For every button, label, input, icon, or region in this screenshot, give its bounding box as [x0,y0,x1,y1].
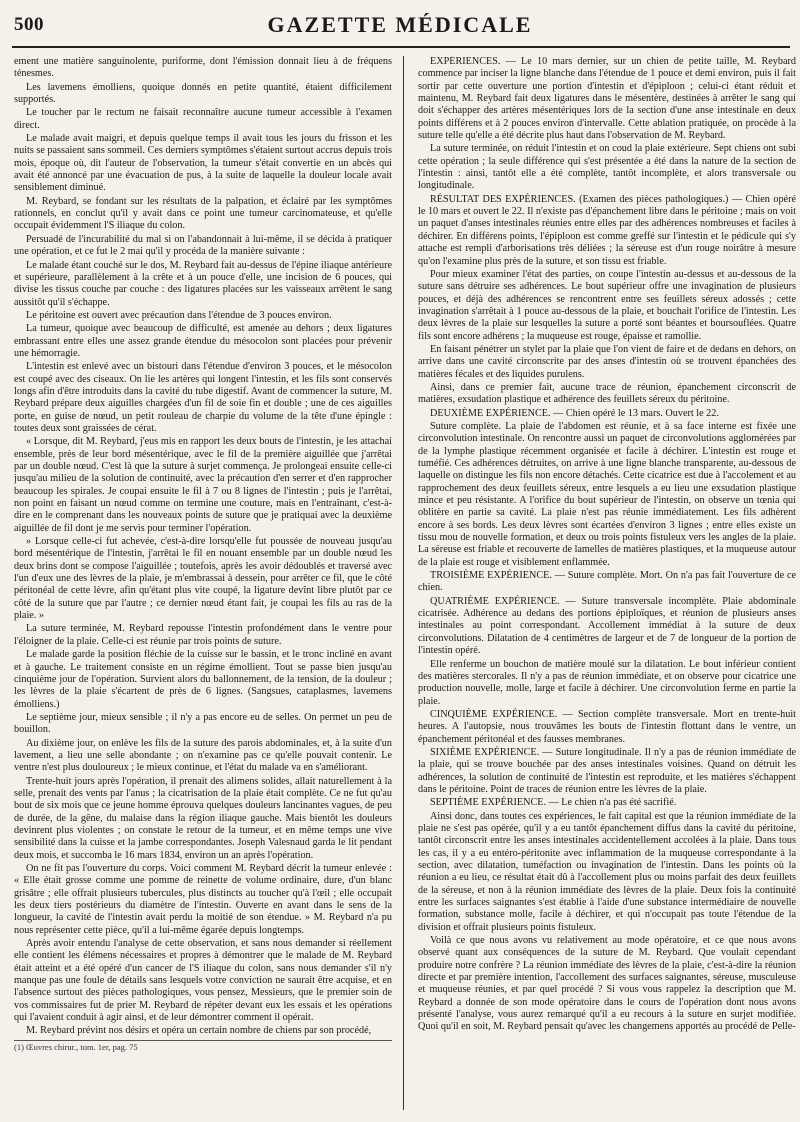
paragraph: Le malade étant couché sur le dos, M. Reybard fait au-dessus de l'épine iliaque antérieure et supérieure, parallèlement à la crête et à un pouce d'elle, une incision de 6 pouces, qui divise les tissus couche par couche : des ligatures placées sur les vaisseaux arrêtent le sang aussitôt qu'il s'échappe. [14,259,392,308]
footnote: (1) Œuvres chirur., tom. 1er, pag. 75 [14,1040,392,1052]
left-column [14,56,392,1114]
paragraph: On ne fit pas l'ouverture du corps. Voici comment M. Reybard décrit la tumeur enlevée : « Elle était grosse comme une pomme de reinette de volume ordinaire, dure, d'un blanc grisâtre ; elle offrait plusieurs tubercules, plus distincts au toucher qu'à l'œil ; elle occupait les deux tiers postérieurs du diamètre de l'intestin. Ouverte en avant dans le sens de la longueur, la cavité de l'intestin avait perdu la moitié de son étendue. » M. Reybard n'a pu nous représenter cette pièce, qu'il a lui-même égarée depuis longtemps. [14,863,392,936]
paragraph: La suture terminée, on réduit l'intestin et on coud la plaie extérieure. Sept chiens ont subi cette opération ; la seule différence qui s'est présentée a été dans la nature de la section de l'intestin : ainsi, tantôt elle a été complète, tantôt incomplète, et alors transversale ou longitudinale. [418,143,796,192]
paragraph: Après avoir entendu l'analyse de cette observation, et sans nous demander si réellement elle contient les élémens nécessaires et propres à démontrer que le malade de M. Reybard était atteint et a été opéré d'un cancer de l'S iliaque du colon, sans nous demander s'il n'y manque pas une foule de détails sans lesquels votre conviction ne saurait être acquise, et en l'absence surtout des pièces pathologiques, vous pensez, Messieurs, que le premier soin de vos commissaires fut de prier M. Reybard de répéter devant eux les essais et les opérations qui l'avaient conduit à agir ainsi, et de leur démontrer comment il opérait. [14,938,392,1024]
paragraph: M. Reybard, se fondant sur les résultats de la palpation, et éclairé par les symptômes rationnels, en conclut qu'il y avait dans ce point une tumeur carcinomateuse, et qu'elle occupait évidemment l'S iliaque du colon. [14,195,392,232]
paragraph: En faisant pénétrer un stylet par la plaie que l'on vient de faire et de dedans en dehors, on arrive dans une cavité circonscrite par des anses d'intestin où se trouvent épanchées des matières fécales et des liquides purulens. [418,343,796,380]
paragraph: Ainsi donc, dans toutes ces expériences, le fait capital est que la réunion immédiate de la plaie ne s'est pas opérée, qu'il y a eu tantôt épanchement diffus dans la cavité du péritoine, tantôt circonscrit entre les anses intestinales accidentellement accolées à la plaie. Dans tous les cas, il y a eu entéro-péritonite avec inflammation de la muqueuse correspondante à la section, avec dilatation, tuméfaction ou invagination de l'intestin. Dans les points où la réunion a eu lieu, ce résultat était dû à l'accollement plus ou moins parfait des deux feuillets de la séreuse, et non à la réunion immédiate des lèvres de la plaie. Deux fois la continuité entre les surfaces saignantes s'est établie à l'aide d'une substance intermédiaire de nouvelle formation, substance molle, facile à déchirer, et qui n'occupait pas toute l'étendue de la division et offrait plusieurs points fistuleux. [418,810,796,933]
paragraph: Les lavemens émolliens, quoique donnés en petite quantité, étaient difficilement supportés. [14,81,392,106]
running-head: GAZETTE MÉDICALE [267,12,533,37]
paragraph: Le malade garde la position fléchie de la cuisse sur le bassin, et le tronc incliné en avant et à gauche. Le traitement consiste en un régime émollient. Tout se passe bien jusqu'au cinquième jour de l'opération. Survient alors du ballonnement, de la tension, de la douleur ; les lèvres de la plaie s'écartent de près de 6 lignes. (Sangsues, cataplasmes, lavemens émolliens.) [14,649,392,710]
page-number: 500 [14,14,44,35]
paragraph: Trente-huit jours après l'opération, il prenait des alimens solides, allait naturellement à la selle, prenait des vents par l'anus ; la cicatrisation de la plaie était complète. Ce ne fut qu'au bout de six mois que ce jeune homme éprouva quelques douleurs lancinantes vagues, de peu de durée, de la gêne, du malaise dans la région iliaque gauche. Mais bientôt les douleurs devinrent plus violentes ; on constate le retour de la tumeur, et en même temps une vive sensibilité dans la cuisse et la jambe correspondantes. Joseph Valesnaud garda le lit pendant deux mois, et succomba le 16 mars 1834, environ un an après l'opération. [14,775,392,861]
paragraph: Ainsi, dans ce premier fait, aucune trace de réunion, épanchement circonscrit de matières, exsudation plastique et adhérence des feuillets séreux du péritoine. [418,381,796,406]
paragraph: Elle renferme un bouchon de matière moulé sur la dilatation. Le bout inférieur contient des matières stercorales. Il n'y a pas de réunion immédiate, et on observe pour cicatrice une production nouvelle, molle, large et facile à déchirer. Une circonvolution ferme en partie la plaie. [418,658,796,707]
paragraph: » Lorsque celle-ci fut achevée, c'est-à-dire lorsqu'elle fut poussée de nouveau jusqu'au bord mésentérique de l'intestin, j'arrêtai le fil en nouant ensemble par un double nœud les deux brins dont se compose l'aiguillée ; toutefois, après les avoir dédoublés et traversé avec l'un d'eux une des lèvres de la plaie, je m'embrassai à dessein, pour arrêter ce fil, que le côté péritonéal de cette lèvre, afin qu'étant plus vite coupé, la ligature devînt libre plutôt par ce côté de la suture que par l'autre ; ce dernier nœud étant fait, je coupai les fils au ras de la plaie. » [14,536,392,622]
paragraph: Le septième jour, mieux sensible ; il n'y a pas encore eu de selles. On permet un peu de bouillon. [14,711,392,736]
paragraph: Le malade avait maigri, et depuis quelque temps il avait tous les jours du frisson et les nuits se passaient sans sommeil. Ces derniers symptômes s'étaient surtout accrus depuis trois mois, époque où, dit l'auteur de l'observation, la tumeur s'était convertie en un abcès qui avait été annoncé par une évacuation de pus, à la suite de laquelle la douleur locale avait sensiblement diminué. [14,133,392,194]
paragraph: QUATRIÈME EXPÉRIENCE. — Suture transversale incomplète. Plaie abdominale cicatrisée. Adhérence au dedans des portions épiploïques, et réunion de plusieurs anses intestinales au point correspondant. Accollement immédiat à la suture de deux circonvolutions. Dilatation de 4 centimètres de largeur et de 7 de longueur de la portion de l'intestin opéré. [418,595,796,657]
paragraph: La tumeur, quoique avec beaucoup de difficulté, est amenée au dehors ; deux ligatures embrassant entre elles une assez grande étendue du mésocolon sont placées pour prévenir une hémorragie. [14,323,392,359]
paragraph: M. Reybard prévint nos désirs et opéra un certain nombre de chiens par son procédé, [26,1025,372,1037]
paragraph: DEUXIÈME EXPÉRIENCE. — Chien opéré le 13 mars. Ouvert le 22. [430,407,719,419]
paragraph: CINQUIÈME EXPÉRIENCE. — Section complète transversale. Mort en trente-huit heures. A l'autopsie, nous trouvâmes les bouts de l'intestin flottant dans le ventre, un épanchement péritonéal et des fausses membranes. [418,708,796,745]
paragraph: ement une matière sanguinolente, puriforme, dont l'émission donnait lieu à de fréquens ténesmes. [14,56,392,80]
paragraph: Le péritoine est ouvert avec précaution dans l'étendue de 3 pouces environ. [26,309,332,321]
paragraph: SEPTIÈME EXPÉRIENCE. — Le chien n'a pas été sacrifié. [430,797,677,809]
paragraph: La suture terminée, M. Reybard repousse l'intestin profondément dans le ventre pour l'éloigner de la plaie. Celle-ci est réunie par trois points de suture. [14,623,392,647]
paragraph: Voilà ce que nous avons vu relativement au mode opératoire, et ce que nous avons observé quant aux conséquences de la suture de M. Reybard. Que voulait cependant produire notre confrère ? La réunion immédiate des lèvres de la plaie, c'est-à-dire la réunion directe et par première intention, l'accollement des surfaces saignantes, séreuse, musculeuse et muqueuse réunies, et par quel procédé ? Si vous vous rappelez la description que M. Reybard a donnée de son mode opératoire dans le cours de l'opération dont nous avons présenté l'analyse, vous aurez remarqué qu'il a eu recours à la suture en surjet modifiée. Quoi qu'il en soit, M. Reybard pensait qu'avec les changemens apportés au procédé de Pelle- [418,935,796,1033]
paragraph: Persuadé de l'incurabilité du mal si on l'abandonnait à lui-même, il se décida à pratiquer une opération, et ce fut le 2 mai qu'il y procéda de la manière suivante : [14,233,392,258]
right-column [418,56,796,1114]
paragraph: Le toucher par le rectum ne faisait reconnaître aucune tumeur accessible à l'examen direct. [14,107,392,131]
paragraph: Suture complète. La plaie de l'abdomen est réunie, et à sa face interne est fixée une circonvolution intestinale. On rencontre aussi un paquet de circonvolutions agglomérées par de la lymphe plastique récemment organisée et facile à déchirer. L'intestin est rouge et tuméfié. Ces adhérences détruites, on arrive à une ligne blanche transparente, au-dessous de laquelle on distingue les fils non encore détachés. Cette cicatrice est due à l'accolement et au rapprochement des deux feuillets séreux, entre lesquels a eu lieu une exsudation plastique mince et peu résistante. A l'orifice du bout supérieur de l'intestin, on observe un tœnia qui oblitère en partie sa cavité. La plaie n'est pas réunie immédiatement. Les fils adhèrent encore à ses bords. Les deux lèvres sont écartées d'environ 3 lignes ; entre elles existe un tissu mou de nouvelle formation, et deux ou trois points fistuleux vers les angles de la plaie. La séreuse est friable et recouverte de lamelles de matières plastiques, et la muqueuse autour de la plaie est rouge et visiblement enflammée. [418,420,796,568]
paragraph: RÉSULTAT DES EXPÉRIENCES. (Examen des pièces pathologiques.) — Chien opéré le 10 mars et ouvert le 22. Il n'existe pas d'épanchement libre dans le péritoine ; mais on voit un paquet d'anses intestinales réunies entre elles par des adhérences nombreuses et faciles à déchirer. En différens points, l'épiploon est comme greffé sur l'intestin et le pédicule qui s'y attache est rempli d'arborisations très déliées ; la séreuse est d'un rouge noirâtre à mesure qu'on l'examine plus près de la suture, et son tissu est friable. [418,193,796,267]
paragraph: SIXIÈME EXPÉRIENCE. — Suture longitudinale. Il n'y a pas de réunion immédiate de la plaie, qui se trouve bouchée par des anses intestinales voisines. Quand on détruit les adhérences, la solution de continuité de l'intestin est reproduite, et les matières s'échappent dans le péritoine. Point de traces de réunion entre les lèvres de la plaie. [418,746,796,795]
header-rule [12,46,790,48]
paragraph: L'intestin est enlevé avec un bistouri dans l'étendue d'environ 3 pouces, et le mésocolon est coupé avec des ciseaux. On lie les artères qui longent l'intestin, et les fils sont conservés longs afin d'être introduits dans la cavité du tube digestif. Avant de commencer la suture, M. Reybard prépare deux aiguilles chargées d'un fil de soie fin et double ; une de ces aiguilles porte, en guise de nœud, un petit rouleau de charpie du volume de la tête d'une épingle : toutes deux sont graissées de cérat. [14,361,392,434]
column-divider [403,56,404,1110]
paragraph: EXPÉRIENCES. — Le 10 mars dernier, sur un chien de petite taille, M. Reybard commence par inciser la ligne blanche dans l'étendue de 1 pouce et demi environ, puis il fait sortir par cette ouverture une portion d'intestin et d'épiploon ; celui-ci étant réduit et maintenu, M. Reybard fait deux ligatures dans le mésentère, destinées à arrêter le sang qui doit s'échapper des artères mésentériques lors de la section d'une anse intestinale en deux points différens et à 2 pouces environ d'intervalle. Cette ablation pratiquée, on procède à la suture telle qu'elle a été décrite plus haut dans l'observation de M. Reybard. [418,56,796,142]
paragraph: Pour mieux examiner l'état des parties, on coupe l'intestin au-dessus et au-dessous de la suture sans détruire ses adhérences. Le bout supérieur offre une invagination de plusieurs pouces, et déjà des adhérences se rencontrent entre ses feuillets séreux adossés ; cette invagination s'arrêtait à 1 pouce au-dessous de la plaie, et bouchait l'orifice de l'intestin. Les deux lèvres de la plaie sur lesquelles la suture a porté sont béantes et boursouflées. Quatre fils sont encore adhérens ; la muqueuse est rouge, épaisse et ramollie. [418,268,796,342]
paragraph: TROISIÈME EXPÉRIENCE. — Suture complète. Mort. On n'a pas fait l'ouverture de ce chien. [418,570,796,594]
paragraph: Au dixième jour, on enlève les fils de la suture des parois abdominales, et, à la suite d'un lavement, a lieu une selle abondante ; on n'examine pas ce qu'elle pouvait contenir. Le ventre n'est plus douloureux ; le mieux continue, et l'état du malade va en s'améliorant. [14,737,392,774]
paragraph: « Lorsque, dit M. Reybard, j'eus mis en rapport les deux bouts de l'intestin, je les attachai ensemble, près de leur bord mésentérique, avec le fil de la première aiguillée que j'arrêtai par un double nœud. C'est là que la suture à surjet commença. Je prolongeai ensuite celle-ci jusqu'au milieu de la solution de continuité, avec la précaution d'en serrer et d'en rapprocher beaucoup les spirales. Je coupai ensuite le fil à 7 ou 8 lignes de l'intestin ; puis je l'arrêtai, non point en faisant un nœud comme on termine une couture, mais en l'entraînant, c'est-à-dire en le comprenant dans les nouveaux points de suture que je pratiquai avec la deuxième aiguillée de fil dont je me servis pour terminer l'opération. [14,436,392,534]
